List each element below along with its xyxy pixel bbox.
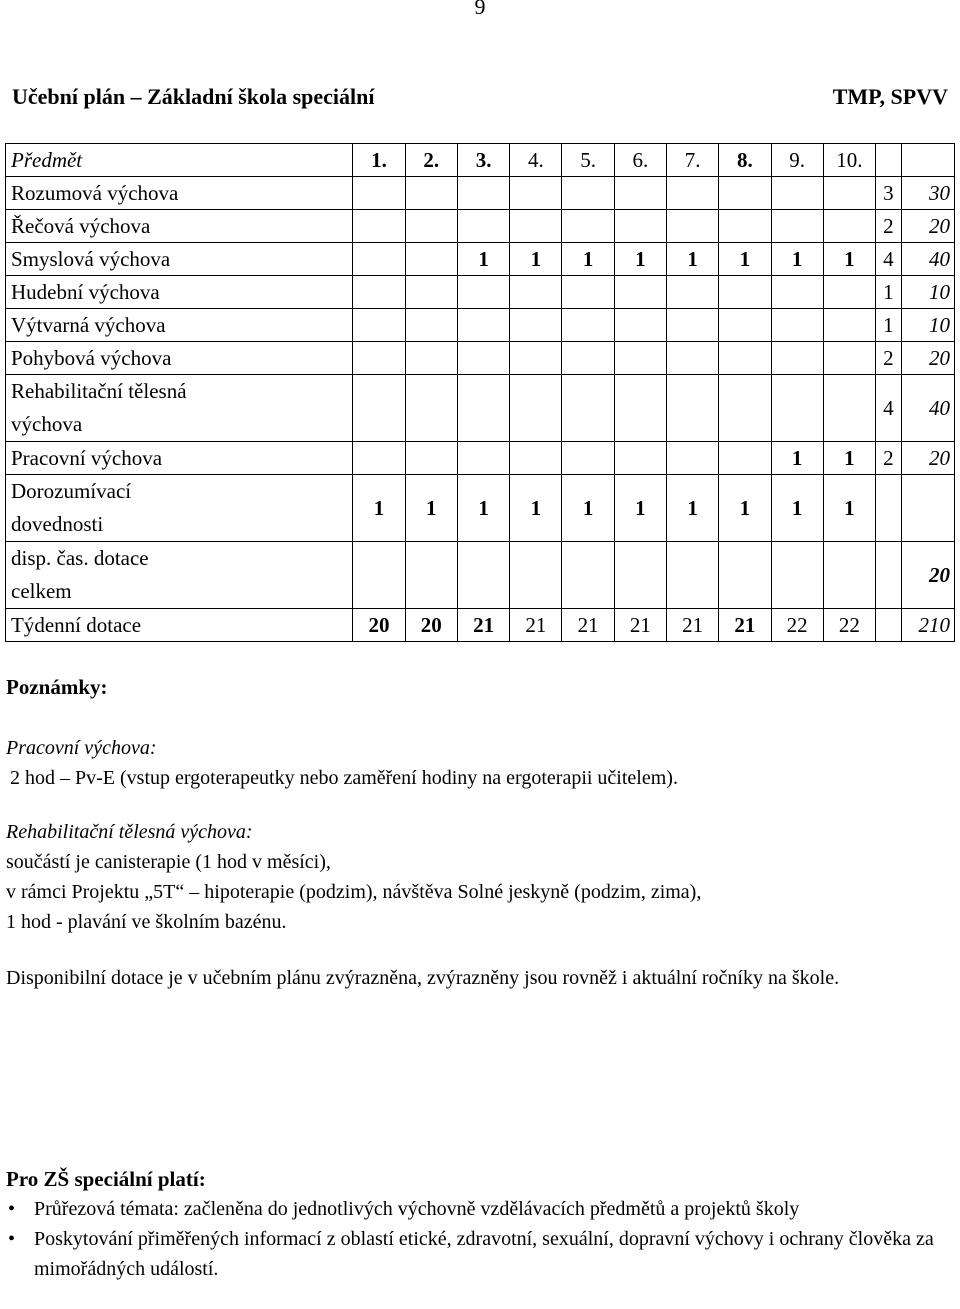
total-cell: 10 — [901, 309, 954, 342]
grade-cell — [823, 210, 875, 243]
total-cell: 20 — [901, 442, 954, 475]
grade-cell — [771, 375, 823, 442]
grade-cell — [562, 177, 614, 210]
grade-cell — [457, 276, 509, 309]
grade-cell — [614, 342, 666, 375]
column-header-grade: 1. — [353, 144, 405, 177]
subject-cell — [6, 375, 353, 442]
hours-cell: 1 — [876, 309, 902, 342]
hours-cell — [876, 542, 902, 609]
disponibilni-note: Disponibilní dotace je v učebním plánu zvýrazněna, zvýrazněny jsou rovněž i aktuální ročníky na škole. — [6, 967, 840, 989]
grade-cell — [771, 210, 823, 243]
grade-cell — [562, 210, 614, 243]
total-cell: 40 — [901, 243, 954, 276]
grade-cell — [353, 342, 405, 375]
subject-cell: Týdenní dotace — [6, 609, 353, 642]
rehab-line-3: 1 hod - plavání ve školním bazénu. — [6, 911, 287, 933]
grade-cell — [771, 309, 823, 342]
grade-cell — [667, 375, 719, 442]
column-header-subject: Předmět — [6, 144, 353, 177]
notes-rehab — [6, 817, 954, 937]
grade-cell — [667, 309, 719, 342]
grade-cell — [457, 375, 509, 442]
column-header-grade: 9. — [771, 144, 823, 177]
grade-cell — [719, 276, 771, 309]
grade-cell — [353, 375, 405, 442]
grade-cell — [457, 542, 509, 609]
subject-cell — [6, 542, 353, 609]
column-header-grade: 3. — [457, 144, 509, 177]
grade-cell: 22 — [823, 609, 875, 642]
grade-cell — [353, 276, 405, 309]
grade-cell — [457, 342, 509, 375]
hours-cell: 2 — [876, 210, 902, 243]
subject-label-line-1: Dorozumívací — [11, 479, 132, 503]
grade-cell: 1 — [510, 475, 562, 542]
grade-cell — [562, 276, 614, 309]
subject-cell: Smyslová výchova — [6, 243, 353, 276]
grade-cell — [667, 542, 719, 609]
grade-cell — [510, 210, 562, 243]
subject-cell — [6, 475, 353, 542]
grade-cell: 1 — [667, 475, 719, 542]
grade-cell — [457, 309, 509, 342]
grade-cell — [771, 276, 823, 309]
table-row — [6, 177, 955, 210]
grade-cell — [614, 210, 666, 243]
grade-cell — [719, 309, 771, 342]
grade-cell — [405, 276, 457, 309]
grade-cell: 21 — [667, 609, 719, 642]
column-header-grade: 10. — [823, 144, 875, 177]
column-header-grade: 6. — [614, 144, 666, 177]
grade-cell — [457, 442, 509, 475]
total-cell — [901, 475, 954, 542]
grade-cell — [405, 542, 457, 609]
subject-cell: Výtvarná výchova — [6, 309, 353, 342]
table-row — [6, 210, 955, 243]
grade-cell: 1 — [771, 442, 823, 475]
grade-cell: 20 — [353, 609, 405, 642]
grade-cell — [457, 210, 509, 243]
column-header-hours — [876, 144, 902, 177]
grade-cell — [771, 342, 823, 375]
grade-cell: 21 — [457, 609, 509, 642]
hours-cell: 1 — [876, 276, 902, 309]
subject-cell: Rozumová výchova — [6, 177, 353, 210]
grade-cell — [405, 442, 457, 475]
table-row — [6, 609, 955, 642]
subject-label-line-2: výchova — [11, 412, 83, 436]
curriculum-table — [5, 143, 955, 642]
grade-cell — [510, 542, 562, 609]
grade-cell: 1 — [353, 475, 405, 542]
page-number: 9 — [474, 0, 486, 19]
hours-cell: 4 — [876, 375, 902, 442]
grade-cell — [405, 210, 457, 243]
table-header-row — [6, 144, 955, 177]
table-row — [6, 475, 955, 542]
hours-cell — [876, 475, 902, 542]
subject-label-line-1: disp. čas. dotace — [11, 546, 149, 570]
table-row — [6, 342, 955, 375]
grade-cell — [771, 542, 823, 609]
column-header-grade: 8. — [719, 144, 771, 177]
grade-cell — [823, 309, 875, 342]
grade-cell — [719, 342, 771, 375]
grade-cell: 1 — [771, 243, 823, 276]
grade-cell — [719, 375, 771, 442]
total-cell: 210 — [901, 609, 954, 642]
grade-cell — [457, 177, 509, 210]
grade-cell: 1 — [562, 243, 614, 276]
grade-cell — [405, 177, 457, 210]
grade-cell: 21 — [614, 609, 666, 642]
hours-cell: 4 — [876, 243, 902, 276]
grade-cell — [405, 342, 457, 375]
grade-cell — [353, 309, 405, 342]
total-cell: 20 — [901, 342, 954, 375]
table-row — [6, 542, 955, 609]
grade-cell — [562, 309, 614, 342]
zs-section — [6, 1164, 954, 1284]
subject-label-line-1: Rehabilitační tělesná — [11, 379, 187, 403]
column-header-grade: 4. — [510, 144, 562, 177]
table-row — [6, 375, 955, 442]
grade-cell — [667, 342, 719, 375]
grade-cell: 1 — [823, 442, 875, 475]
grade-cell — [405, 243, 457, 276]
grade-cell: 21 — [719, 609, 771, 642]
grade-cell — [510, 442, 562, 475]
hours-cell: 2 — [876, 342, 902, 375]
table-row — [6, 276, 955, 309]
grade-cell — [405, 309, 457, 342]
table-row — [6, 309, 955, 342]
page-title: Učební plán – Základní škola speciální — [12, 84, 375, 109]
grade-cell: 1 — [667, 243, 719, 276]
grade-cell — [614, 542, 666, 609]
grade-cell — [562, 342, 614, 375]
grade-cell — [823, 542, 875, 609]
column-header-grade: 2. — [405, 144, 457, 177]
grade-cell — [771, 177, 823, 210]
grade-cell — [719, 542, 771, 609]
grade-cell — [614, 442, 666, 475]
grade-cell: 1 — [562, 475, 614, 542]
grade-cell — [614, 276, 666, 309]
grade-cell — [562, 442, 614, 475]
grade-cell — [562, 375, 614, 442]
grade-cell — [614, 309, 666, 342]
page-header — [12, 84, 948, 110]
table-row — [6, 243, 955, 276]
grade-cell: 1 — [614, 475, 666, 542]
grade-cell: 1 — [405, 475, 457, 542]
grade-cell — [667, 210, 719, 243]
grade-cell: 1 — [457, 475, 509, 542]
list-item: • Průřezová témata: začleněna do jednotlivých výchovně vzdělávacích předmětů a projektů školy — [34, 1194, 954, 1224]
table-row — [6, 442, 955, 475]
grade-cell — [667, 177, 719, 210]
grade-cell — [405, 375, 457, 442]
rehab-line-2: v rámci Projektu „5T“ – hipoterapie (podzim), návštěva Solné jeskyně (podzim, zima), — [6, 881, 702, 903]
grade-cell — [510, 342, 562, 375]
pracovni-heading: Pracovní výchova: — [6, 737, 157, 759]
grade-cell: 21 — [562, 609, 614, 642]
grade-cell: 1 — [771, 475, 823, 542]
grade-cell: 1 — [614, 243, 666, 276]
hours-cell: 2 — [876, 442, 902, 475]
grade-cell: 1 — [823, 475, 875, 542]
grade-cell — [667, 442, 719, 475]
grade-cell: 1 — [457, 243, 509, 276]
grade-cell — [719, 442, 771, 475]
header-codes: TMP, SPVV — [832, 84, 948, 109]
grade-cell: 1 — [719, 475, 771, 542]
grade-cell — [823, 375, 875, 442]
grade-cell — [823, 177, 875, 210]
grade-cell — [719, 210, 771, 243]
grade-cell: 1 — [719, 243, 771, 276]
zs-list — [6, 1194, 954, 1284]
hours-cell: 3 — [876, 177, 902, 210]
grade-cell — [614, 375, 666, 442]
grade-cell — [353, 542, 405, 609]
notes-pracovni — [6, 733, 954, 793]
grade-cell — [510, 375, 562, 442]
notes-heading: Poznámky: — [6, 675, 108, 699]
subject-label-line-2: celkem — [11, 579, 72, 603]
column-header-total — [901, 144, 954, 177]
grade-cell — [719, 177, 771, 210]
grade-cell — [353, 177, 405, 210]
rehab-heading: Rehabilitační tělesná výchova: — [6, 821, 253, 843]
grade-cell — [510, 309, 562, 342]
grade-cell — [823, 276, 875, 309]
grade-cell: 1 — [510, 243, 562, 276]
grade-cell — [353, 210, 405, 243]
list-item: • Poskytování přiměřených informací z oblastí etické, zdravotní, sexuální, dopravní výchovy i ochrany člověka za mimořádných událostí. — [34, 1224, 954, 1284]
grade-cell — [562, 542, 614, 609]
grade-cell — [353, 243, 405, 276]
subject-cell: Pohybová výchova — [6, 342, 353, 375]
grade-cell: 21 — [510, 609, 562, 642]
total-cell: 20 — [901, 210, 954, 243]
rehab-line-1: součástí je canisterapie (1 hod v měsíci), — [6, 851, 331, 873]
subject-cell: Řečová výchova — [6, 210, 353, 243]
subject-cell: Hudební výchova — [6, 276, 353, 309]
subject-cell: Pracovní výchova — [6, 442, 353, 475]
grade-cell: 22 — [771, 609, 823, 642]
grade-cell — [614, 177, 666, 210]
zs-heading: Pro ZŠ speciální platí: — [6, 1167, 206, 1191]
total-cell: 20 — [901, 542, 954, 609]
pracovni-text: 2 hod – Pv-E (vstup ergoterapeutky nebo zaměření hodiny na ergoterapii učitelem). — [10, 767, 678, 789]
bullet-icon: • — [8, 1228, 16, 1250]
grade-cell: 20 — [405, 609, 457, 642]
bullet-icon: • — [8, 1198, 16, 1220]
grade-cell — [823, 342, 875, 375]
grade-cell: 1 — [823, 243, 875, 276]
total-cell: 30 — [901, 177, 954, 210]
subject-label-line-2: dovednosti — [11, 512, 104, 536]
column-header-grade: 5. — [562, 144, 614, 177]
grade-cell — [510, 177, 562, 210]
hours-cell — [876, 609, 902, 642]
grade-cell — [510, 276, 562, 309]
total-cell: 40 — [901, 375, 954, 442]
grade-cell — [353, 442, 405, 475]
column-header-grade: 7. — [667, 144, 719, 177]
grade-cell — [667, 276, 719, 309]
total-cell: 10 — [901, 276, 954, 309]
